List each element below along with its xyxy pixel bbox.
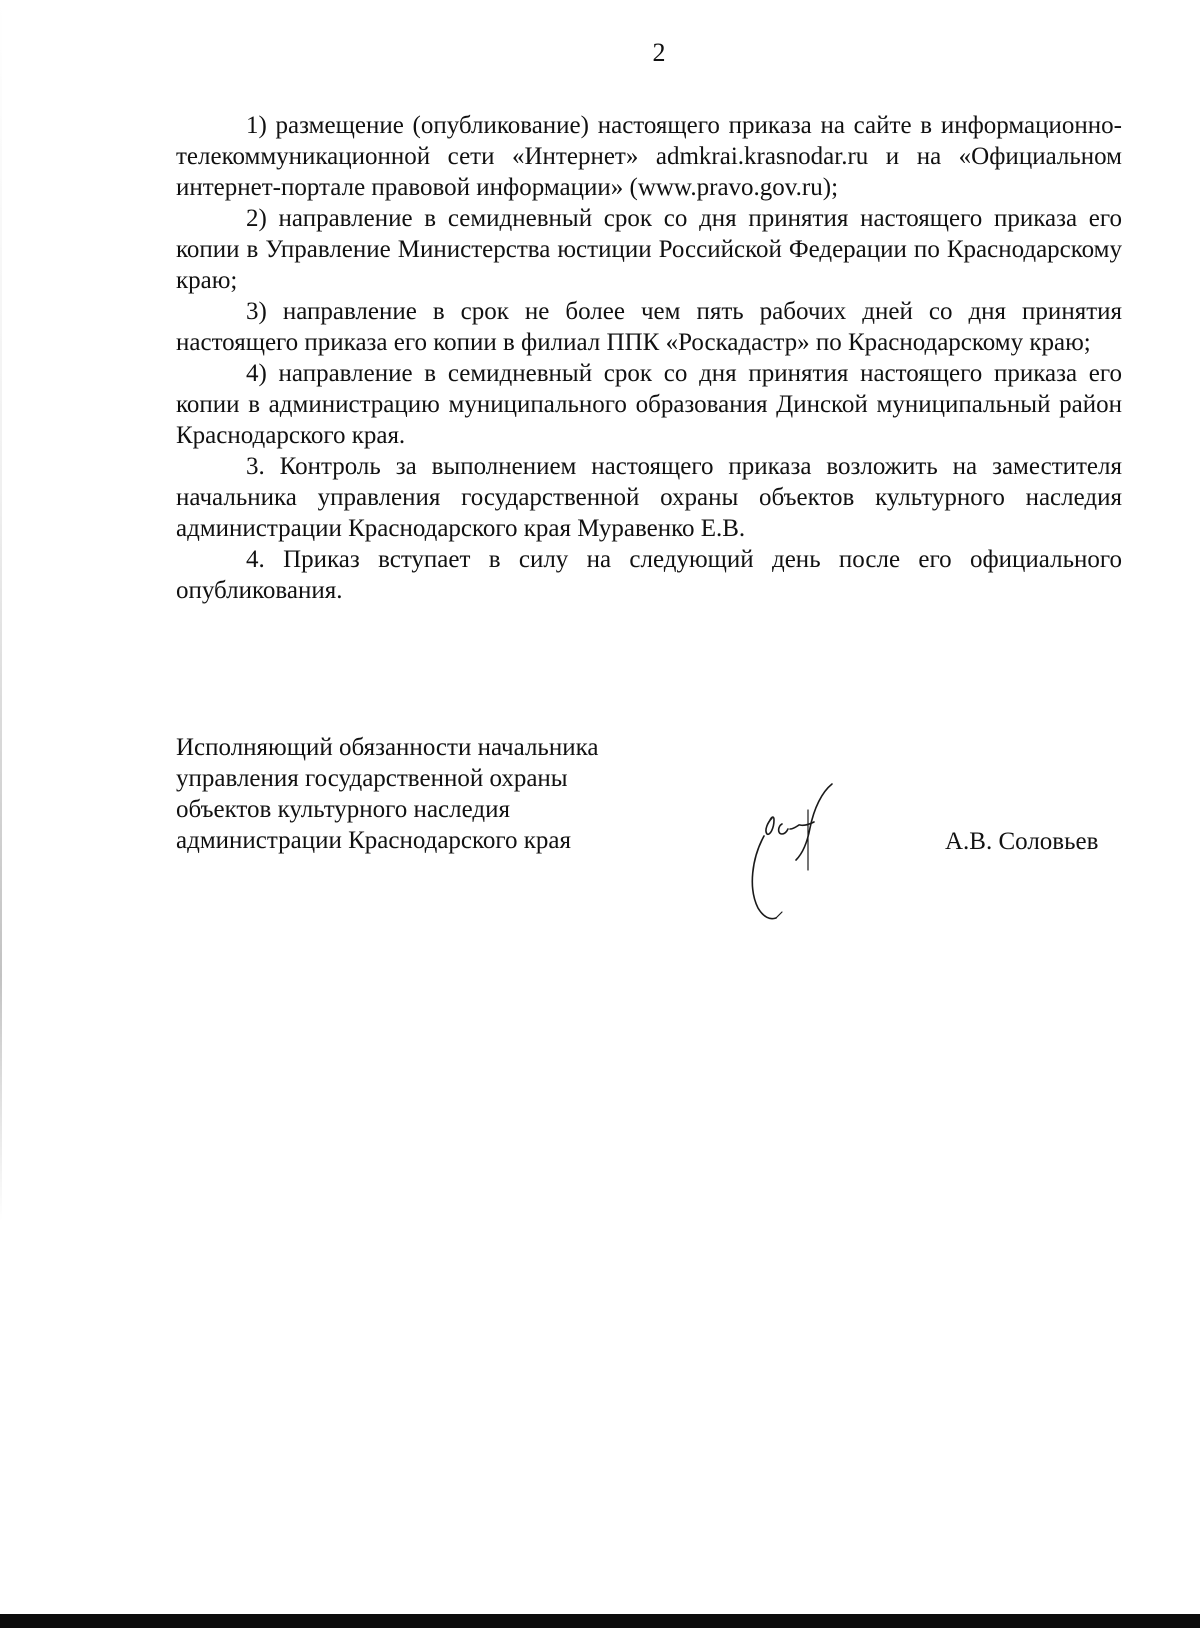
paragraph-control: 3. Контроль за выполнением настоящего приказа возложить на заместителя начальника управления государственной охраны объектов культурного наследия администрации Краснодарского края Муравенко Е.В. bbox=[176, 453, 1122, 542]
signatory-name: А.В. Соловьев bbox=[945, 828, 1099, 855]
paragraph-item-2: 2) направление в семидневный срок со дня принятия настоящего приказа его копии в Управление Министерства юстиции Российской Федерации по Краснодарскому краю; bbox=[176, 205, 1122, 294]
page-number: 2 bbox=[652, 38, 666, 67]
paragraph-effective: 4. Приказ вступает в силу на следующий день после его официального опубликования. bbox=[176, 546, 1122, 604]
document-body bbox=[176, 110, 1122, 606]
signatory-title-line: управления государственной охраны bbox=[176, 765, 568, 792]
paragraph-item-3: 3) направление в срок не более чем пять рабочих дней со дня принятия настоящего приказа его копии в филиал ППК «Роскадастр» по Краснодарскому краю; bbox=[176, 298, 1122, 356]
paragraph-item-4: 4) направление в семидневный срок со дня принятия настоящего приказа его копии в администрацию муниципального образования Динской муниципальный район Краснодарского края. bbox=[176, 360, 1122, 449]
handwritten-signature bbox=[750, 780, 870, 960]
scan-edge-left bbox=[0, 0, 2, 1628]
signatory-title-line: администрации Краснодарского края bbox=[176, 827, 572, 854]
signatory-title bbox=[176, 732, 736, 856]
signatory-title-line: объектов культурного наследия bbox=[176, 796, 510, 823]
paragraph-item-1: 1) размещение (опубликование) настоящего приказа на сайте в информационно-телекоммуникационной сети «Интернет» admkrai.krasnodar.ru и на «Официальном интернет-портале правовой информации» (www.pravo.gov.ru); bbox=[176, 112, 1122, 201]
signatory-title-line: Исполняющий обязанности начальника bbox=[176, 734, 599, 761]
scan-edge-bottom bbox=[0, 1614, 1200, 1628]
